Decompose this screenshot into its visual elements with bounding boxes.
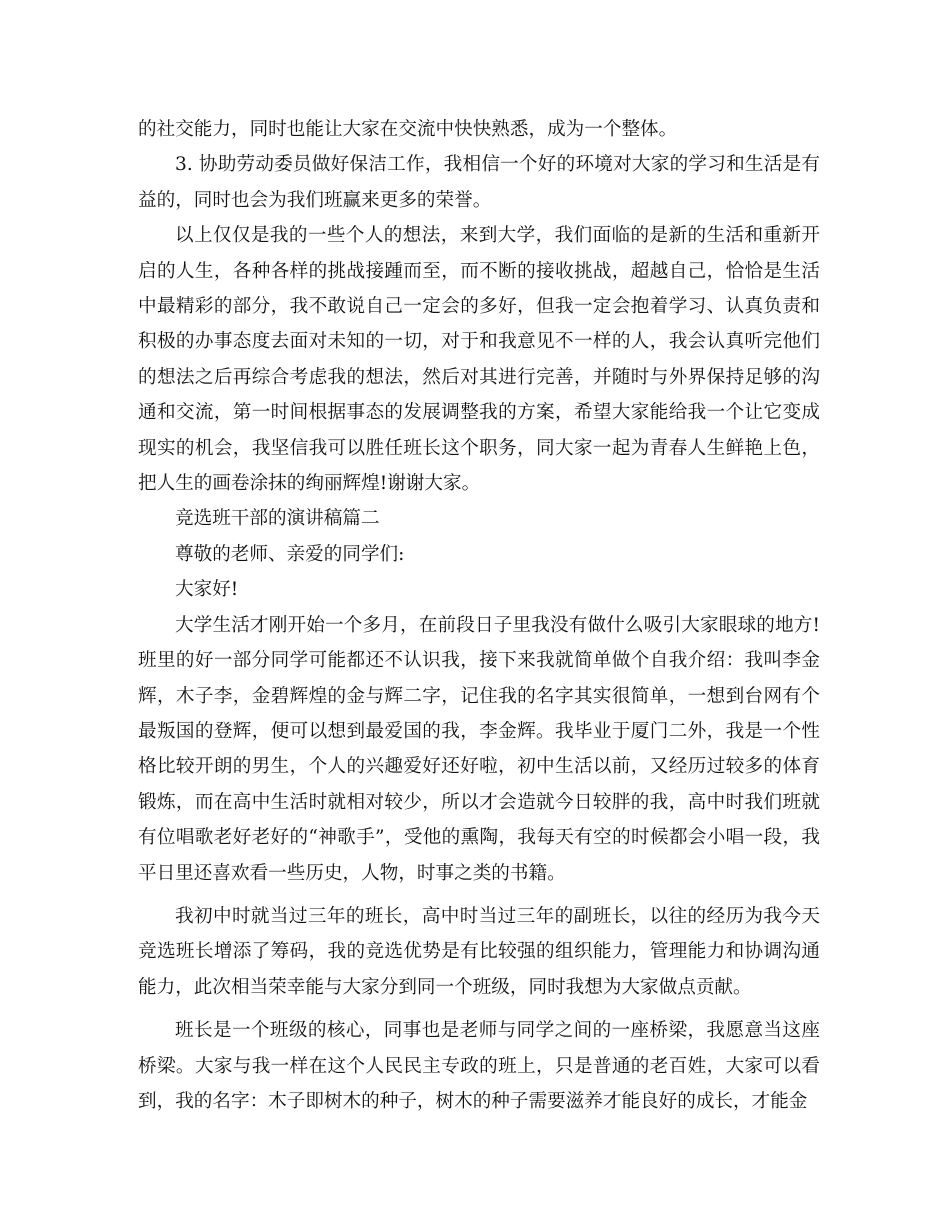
paragraph-closing-thoughts: 以上仅仅是我的一些个人的想法，来到大学，我们面临的是新的生活和重新开启的人生，各种各样的挑战接踵而至，而不断的接收挑战，超越自己，恰恰是生活中最精彩的部分，我不敢说自己一定会的多好，但我一定会抱着学习、认真负责和积极的办事态度去面对未知的一切，对于和我意见不一样的人，我会认真听完他们的想法之后再综合考虑我的想法，然后对其进行完善，并随时与外界保持足够的沟通和交流，第一时间根据事态的发展调整我的方案，希望大家能给我一个让它变成现实的机会，我坚信我可以胜任班长这个职务，同大家一起为青春人生鲜艳上色，把人生的画卷涂抹的绚丽辉煌!谢谢大家。 <box>138 225 820 495</box>
greeting: 大家好! <box>175 579 239 601</box>
section-heading: 竞选班干部的演讲稿篇二 <box>175 508 380 530</box>
salutation: 尊敬的老师、亲爱的同学们: <box>175 543 405 565</box>
paragraph-experience: 我初中时就当过三年的班长，高中时当过三年的副班长，以往的经历为我今天竞选班长增添了筹码，我的竞选优势是有比较强的组织能力，管理能力和协调沟通能力，此次相当荣幸能与大家分到同一个班级，同时我想为大家做点贡献。 <box>138 905 820 998</box>
document-body <box>138 112 820 1119</box>
paragraph-self-introduction: 大学生活才刚开始一个多月，在前段日子里我没有做什么吸引大家眼球的地方!班里的好一部分同学可能都还不认识我，接下来我就简单做个自我介绍：我叫李金辉，木子李，金碧辉煌的金与辉二字，记住我的名字其实很简单，一想到台网有个最叛国的登辉，便可以想到最爱国的我，李金辉。我毕业于厦门二外，我是一个性格比较开朗的男生，个人的兴趣爱好还好啦，初中生活以前，又经历过较多的体育锻炼，而在高中生活时就相对较少，所以才会造就今日较胖的我，高中时我们班就有位唱歌老好老好的“神歌手”，受他的熏陶，我每天有空的时候都会小唱一段，我平日里还喜欢看一些历史，人物，时事之类的书籍。 <box>138 614 820 884</box>
paragraph-class-monitor: 班长是一个班级的核心，同事也是老师与同学之间的一座桥梁，我愿意当这座桥梁。大家与我一样在这个人民民主专政的班上，只是普通的老百姓，大家可以看到，我的名字：木子即树木的种子，树木的种子需要滋养才能良好的成长，才能金 <box>138 1020 820 1112</box>
paragraph-continuation: 的社交能力，同时也能让大家在交流中快快熟悉，成为一个整体。 <box>138 119 678 140</box>
paragraph-item-3: 3. 协助劳动委员做好保洁工作，我相信一个好的环境对大家的学习和生活是有益的，同时也会为我们班赢来更多的荣誉。 <box>138 154 820 211</box>
